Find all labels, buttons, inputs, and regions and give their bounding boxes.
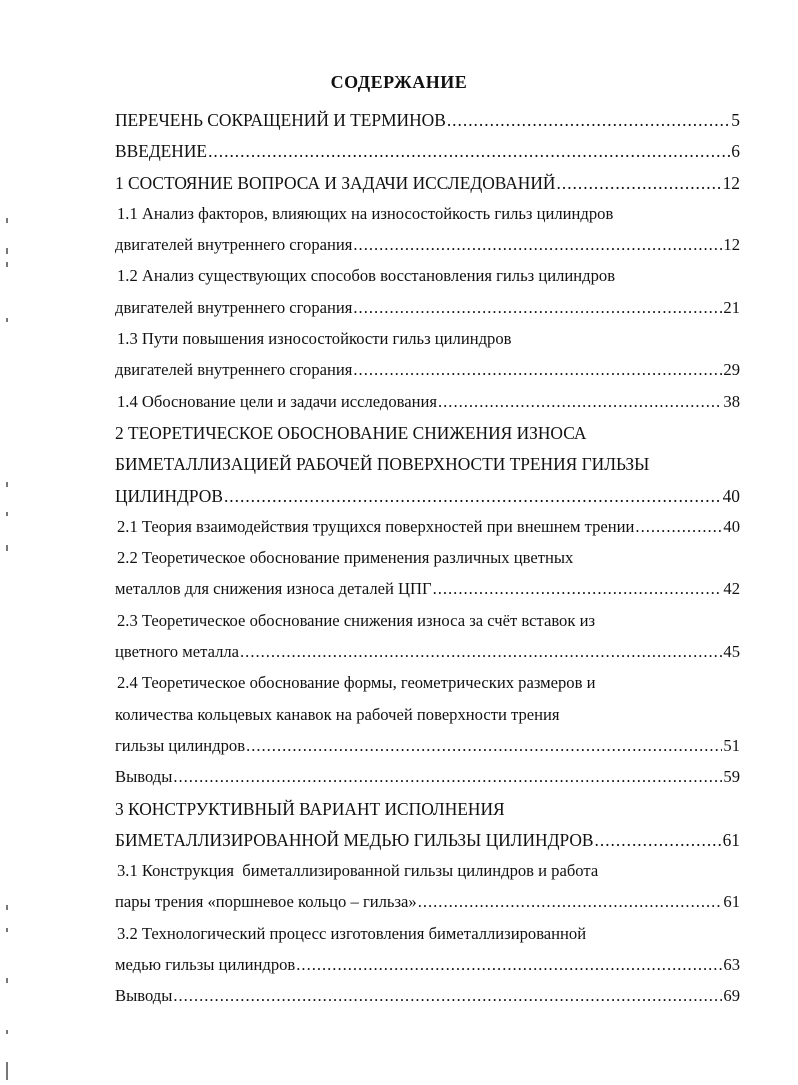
toc-entry-text: пары трения «поршневое кольцо – гильза»: [115, 892, 417, 912]
leader-dots: [353, 360, 722, 380]
toc-entry-text: металлов для снижения износа деталей ЦПГ: [115, 579, 432, 599]
toc-entry-text: 1.3 Пути повышения износостойкости гильз цилиндров: [117, 329, 512, 349]
toc-page-number: 63: [723, 955, 740, 975]
toc-entry-text: 3.2 Технологический процесс изготовления биметаллизированной: [117, 923, 587, 943]
leader-dots: [173, 767, 722, 787]
toc-entry-line[interactable]: [115, 611, 740, 642]
scan-mark: [6, 482, 8, 487]
toc-entry-line[interactable]: [115, 705, 740, 736]
scan-mark: [6, 318, 8, 322]
toc-entry-line[interactable]: [115, 924, 740, 955]
toc-entry-line[interactable]: [115, 861, 740, 892]
toc-entry[interactable]: [115, 141, 740, 172]
toc-entry-line[interactable]: [115, 204, 740, 235]
scan-mark: [6, 262, 8, 267]
toc-entry-text: количества кольцевых канавок на рабочей поверхности трения: [115, 704, 560, 724]
leader-dots: [296, 955, 722, 975]
toc-entry-line[interactable]: [115, 454, 740, 485]
scan-mark: [6, 1062, 8, 1080]
toc-entry[interactable]: [115, 642, 740, 673]
toc-entry-text: ЦИЛИНДРОВ: [115, 485, 223, 506]
toc-entry[interactable]: [115, 486, 740, 517]
scan-mark: [6, 1030, 8, 1034]
toc-page-number: 42: [723, 579, 740, 599]
toc-entry[interactable]: [115, 955, 740, 986]
toc-page-number: 12: [723, 235, 740, 255]
toc-entry-line[interactable]: [115, 673, 740, 704]
toc-page-number: 51: [723, 735, 740, 755]
toc-entry-text: Выводы: [115, 986, 173, 1006]
toc-entry-text: 2.1 Теория взаимодействия трущихся поверхностей при внешнем трении: [117, 516, 635, 536]
toc-entry-text: цветного металла: [115, 642, 240, 662]
toc-entry-text: 2.4 Теоретическое обоснование формы, геометрических размеров и: [117, 673, 596, 693]
toc-entry-text: 1.2 Анализ существующих способов восстановления гильз цилиндров: [117, 266, 616, 286]
toc-page-number: 21: [723, 297, 740, 317]
toc-entry[interactable]: [115, 173, 740, 204]
toc-page-number: 40: [722, 485, 740, 506]
toc-entry-text: 3.1 Конструкция биметаллизированной гильзы цилиндров и работа: [117, 861, 599, 881]
toc-page-number: 59: [723, 767, 740, 787]
page-title: СОДЕРЖАНИЕ: [330, 72, 468, 92]
toc-entry[interactable]: [115, 986, 740, 1017]
toc-entry-text: 2.3 Теоретическое обоснование снижения износа за счёт вставок из: [117, 610, 596, 630]
toc-entry-text: ВВЕДЕНИЕ: [115, 141, 208, 162]
toc-entry-text: 1 СОСТОЯНИЕ ВОПРОСА И ЗАДАЧИ ИССЛЕДОВАНИЙ: [115, 172, 556, 193]
toc-entry[interactable]: [115, 235, 740, 266]
leader-dots: [557, 173, 722, 194]
toc-entry[interactable]: [115, 392, 740, 423]
leader-dots: [208, 141, 730, 162]
toc-entry-line[interactable]: [115, 329, 740, 360]
scan-mark: [6, 248, 8, 254]
toc-page-number: 38: [723, 391, 740, 411]
toc-entry-text: медью гильзы цилиндров: [115, 955, 296, 975]
toc-entry-line[interactable]: [115, 266, 740, 297]
toc-page-number: 69: [723, 986, 740, 1006]
leader-dots: [240, 642, 722, 662]
toc-entry-line[interactable]: [115, 423, 740, 454]
toc-entry[interactable]: [115, 579, 740, 610]
leader-dots: [635, 517, 722, 537]
toc-entry-text: 3 КОНСТРУКТИВНЫЙ ВАРИАНТ ИСПОЛНЕНИЯ: [115, 798, 505, 819]
toc-entry-text: двигателей внутреннего сгорания: [115, 235, 353, 255]
toc-page-number: 45: [723, 642, 740, 662]
toc-entry-text: 2 ТЕОРЕТИЧЕСКОЕ ОБОСНОВАНИЕ СНИЖЕНИЯ ИЗНОСА: [115, 422, 587, 443]
toc-entry-line[interactable]: [115, 548, 740, 579]
scan-mark: [6, 545, 8, 551]
toc-entry[interactable]: [115, 298, 740, 329]
toc-page-number: 61: [723, 892, 740, 912]
leader-dots: [353, 298, 722, 318]
toc-page-number: 29: [723, 360, 740, 380]
toc-entry[interactable]: [115, 767, 740, 798]
toc-page-number: 5: [731, 110, 740, 130]
scan-mark: [6, 905, 8, 910]
toc-entry-text: 1.1 Анализ факторов, влияющих на износостойкость гильз цилиндров: [117, 203, 614, 223]
leader-dots: [224, 486, 722, 507]
toc-page-number: 12: [722, 172, 740, 193]
leader-dots: [246, 736, 722, 756]
leader-dots: [447, 110, 730, 131]
toc-entry-text: БИМЕТАЛЛИЗИРОВАННОЙ МЕДЬЮ ГИЛЬЗЫ ЦИЛИНДРОВ: [115, 829, 594, 850]
toc-entry-line[interactable]: [115, 799, 740, 830]
toc-entry-text: 1.4 Обоснование цели и задачи исследования: [117, 391, 437, 411]
leader-dots: [353, 235, 722, 255]
leader-dots: [418, 892, 723, 912]
leader-dots: [173, 986, 722, 1006]
leader-dots: [438, 392, 722, 412]
scan-mark: [6, 512, 8, 516]
toc-entry[interactable]: [115, 517, 740, 548]
toc-entry[interactable]: [115, 830, 740, 861]
toc-entry-text: двигателей внутреннего сгорания: [115, 297, 353, 317]
toc-entry-text: Выводы: [115, 767, 173, 787]
toc-page-number: 6: [731, 141, 740, 162]
toc-page-number: 61: [722, 829, 740, 850]
toc-entry[interactable]: [115, 736, 740, 767]
toc-page-number: 40: [723, 516, 740, 536]
toc-entry-text: ПЕРЕЧЕНЬ СОКРАЩЕНИЙ И ТЕРМИНОВ: [115, 110, 446, 130]
leader-dots: [433, 579, 723, 599]
toc-entry[interactable]: [115, 892, 740, 923]
scan-mark: [6, 928, 8, 932]
leader-dots: [595, 830, 722, 851]
toc-entry-text: двигателей внутреннего сгорания: [115, 360, 353, 380]
scan-mark: [6, 218, 8, 223]
toc-entry[interactable]: [115, 110, 740, 141]
toc-entry-text: БИМЕТАЛЛИЗАЦИЕЙ РАБОЧЕЙ ПОВЕРХНОСТИ ТРЕНИЯ ГИЛЬЗЫ: [115, 454, 650, 475]
toc-entry-text: гильзы цилиндров: [115, 735, 246, 755]
scan-mark: [6, 978, 8, 983]
toc-entry-text: 2.2 Теоретическое обоснование применения различных цветных: [117, 548, 574, 568]
toc-entry[interactable]: [115, 360, 740, 391]
table-of-contents: [115, 110, 740, 1018]
